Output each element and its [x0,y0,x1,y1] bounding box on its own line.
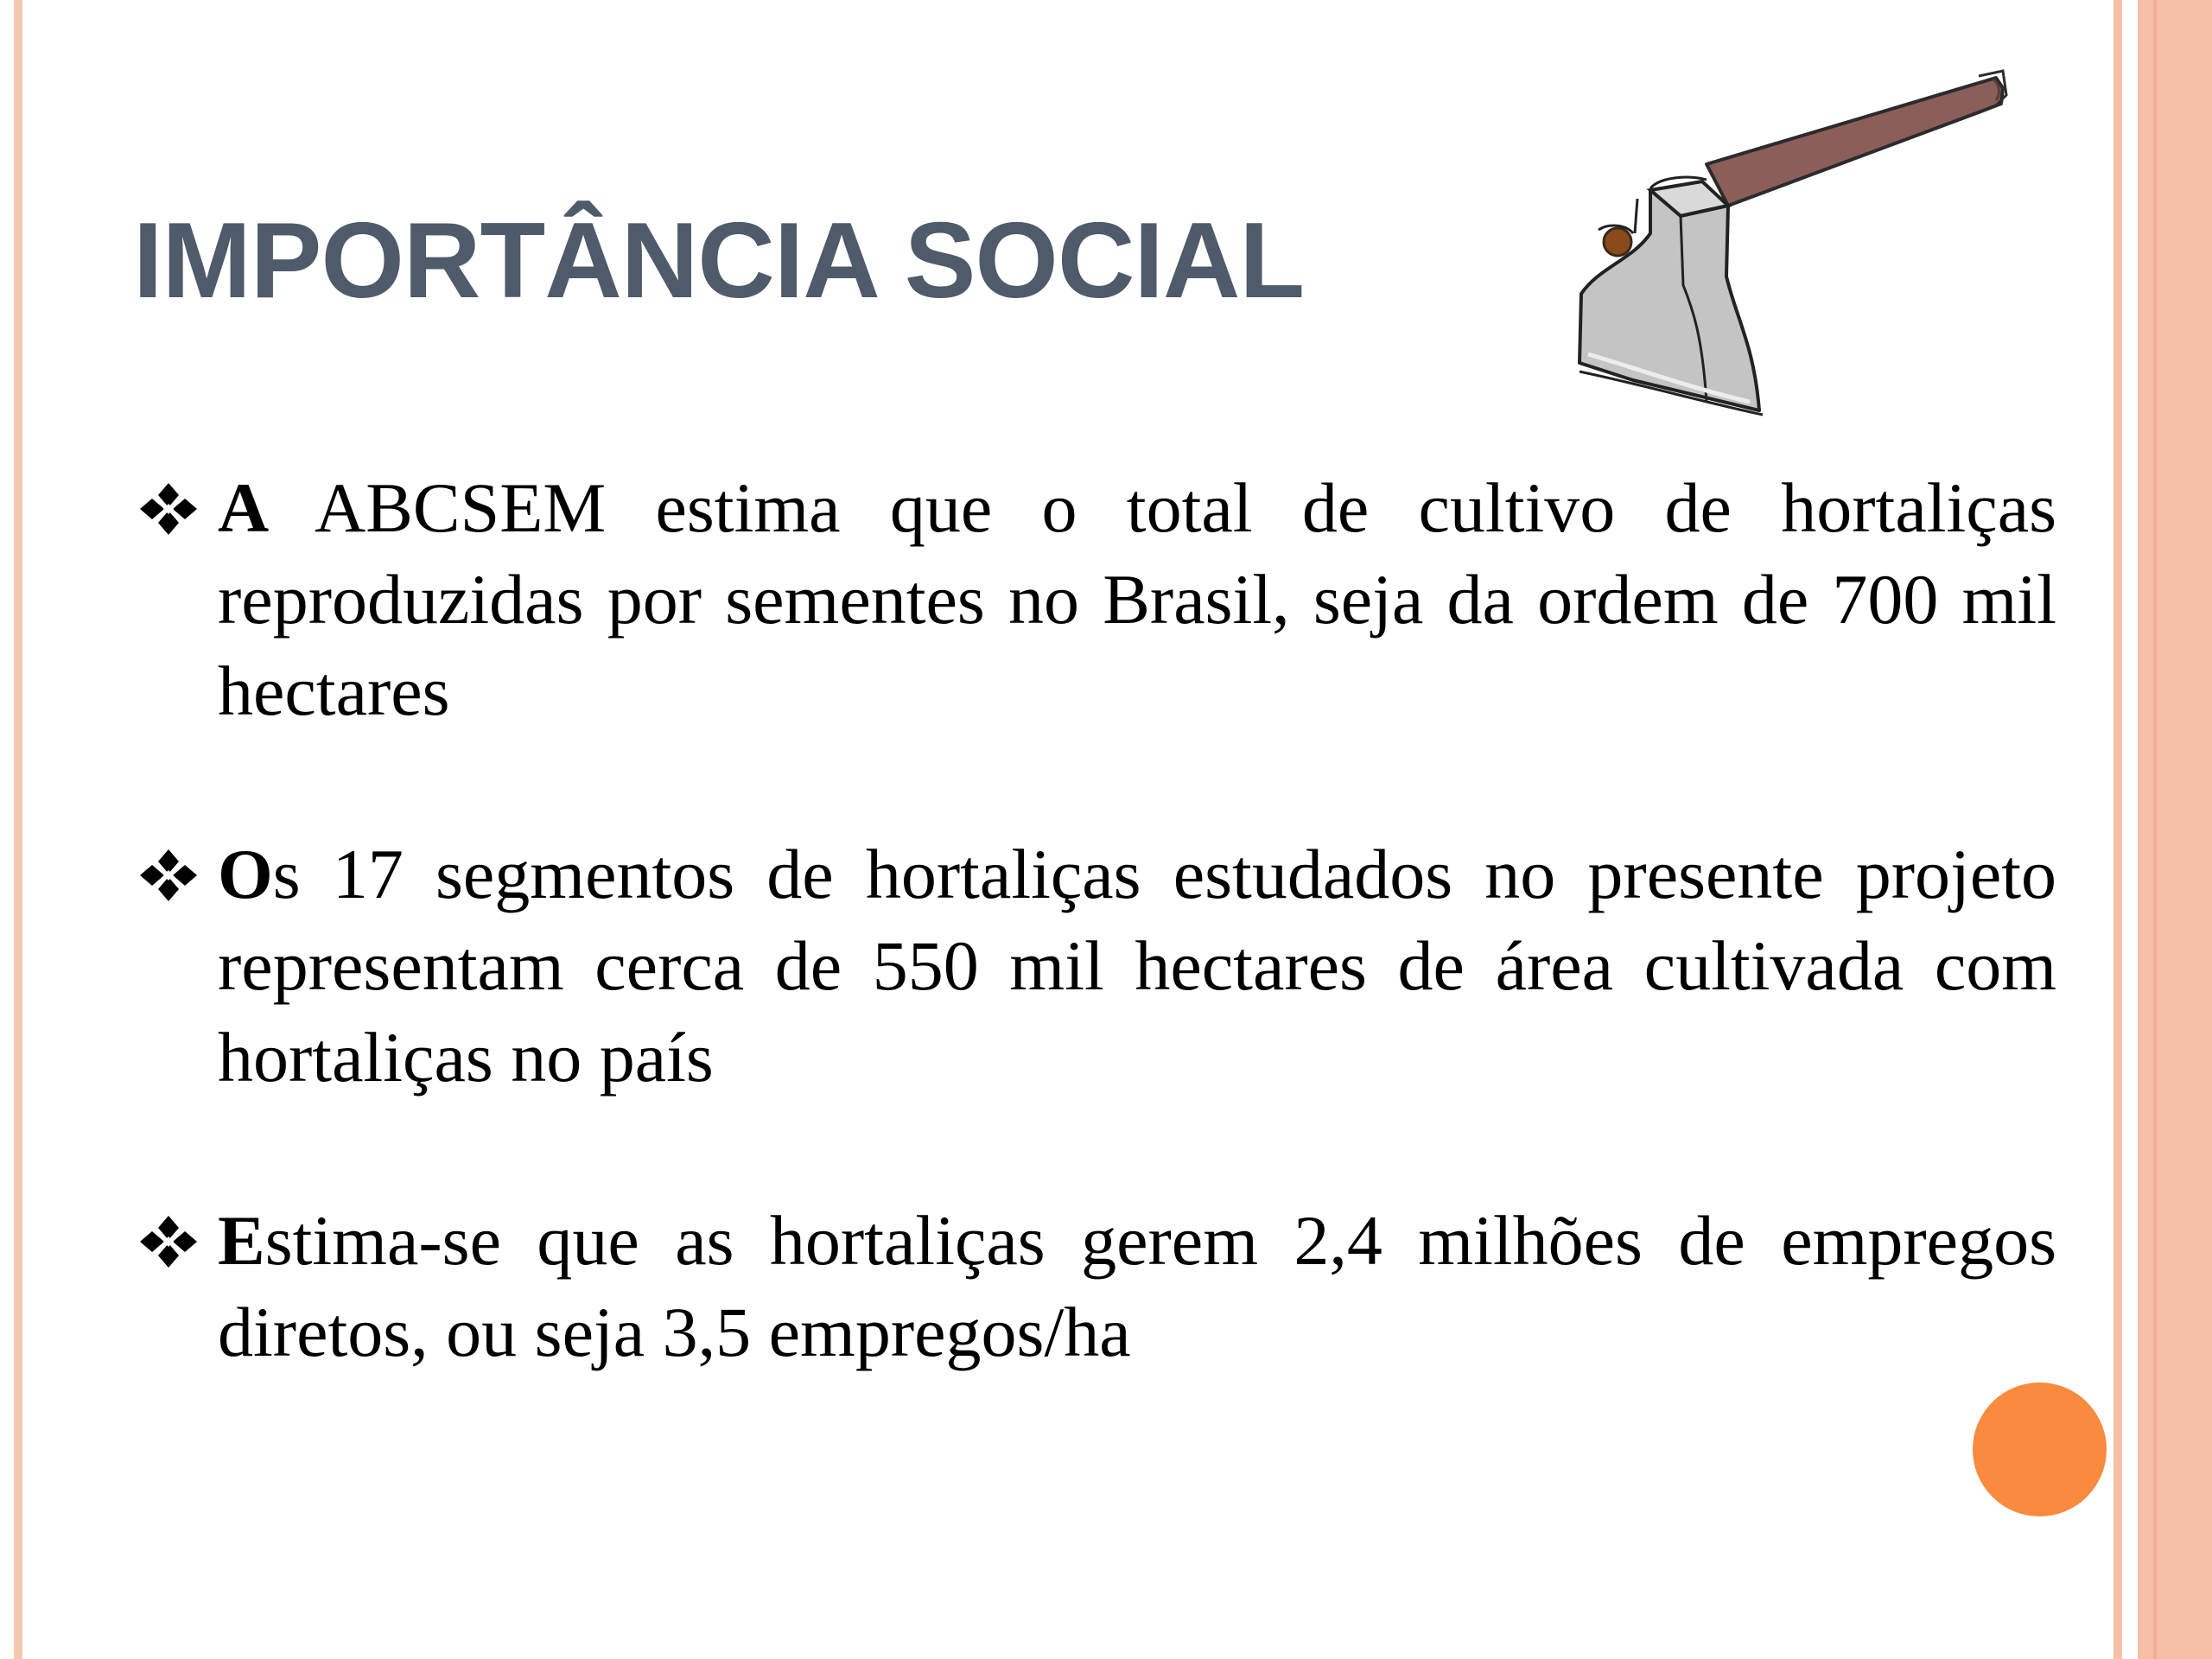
right-border-band [2138,0,2212,1659]
right-border-line [2113,0,2122,1659]
slide-title: IMPORTÂNCIA SOCIAL [133,201,1305,321]
bullet-text: s 17 segmentos de hortaliças estudados no presente projeto representam cerca de 550 mil hectares de área cultivada com hortaliças no país [218,835,2056,1096]
bullet-text: stima-se que as hortaliças gerem 2,4 milhões de empregos diretos, ou seja 3,5 empregos/ha [218,1201,2056,1371]
diamond-bullet-icon [138,1214,199,1269]
diamond-bullet-icon [138,848,199,903]
diamond-bullet-icon [138,481,199,537]
hoe-icon [1529,60,2013,432]
bullet-lead-letter: E [218,1201,265,1280]
bullet-item [138,462,2056,737]
right-border-band-line [2153,0,2157,1659]
decorative-orange-circle [1973,1382,2107,1516]
bullet-item [138,829,2056,1103]
bullet-list [138,462,2056,1470]
bullet-text: ABCSEM estima que o total de cultivo de hortaliças reproduzidas por sementes no Brasil, seja da ordem de 700 mil hectares [218,468,2056,730]
bullet-lead-letter: A [218,468,270,547]
left-border-line [14,0,22,1659]
bullet-item [138,1195,2056,1378]
bullet-lead-letter: O [218,835,273,913]
